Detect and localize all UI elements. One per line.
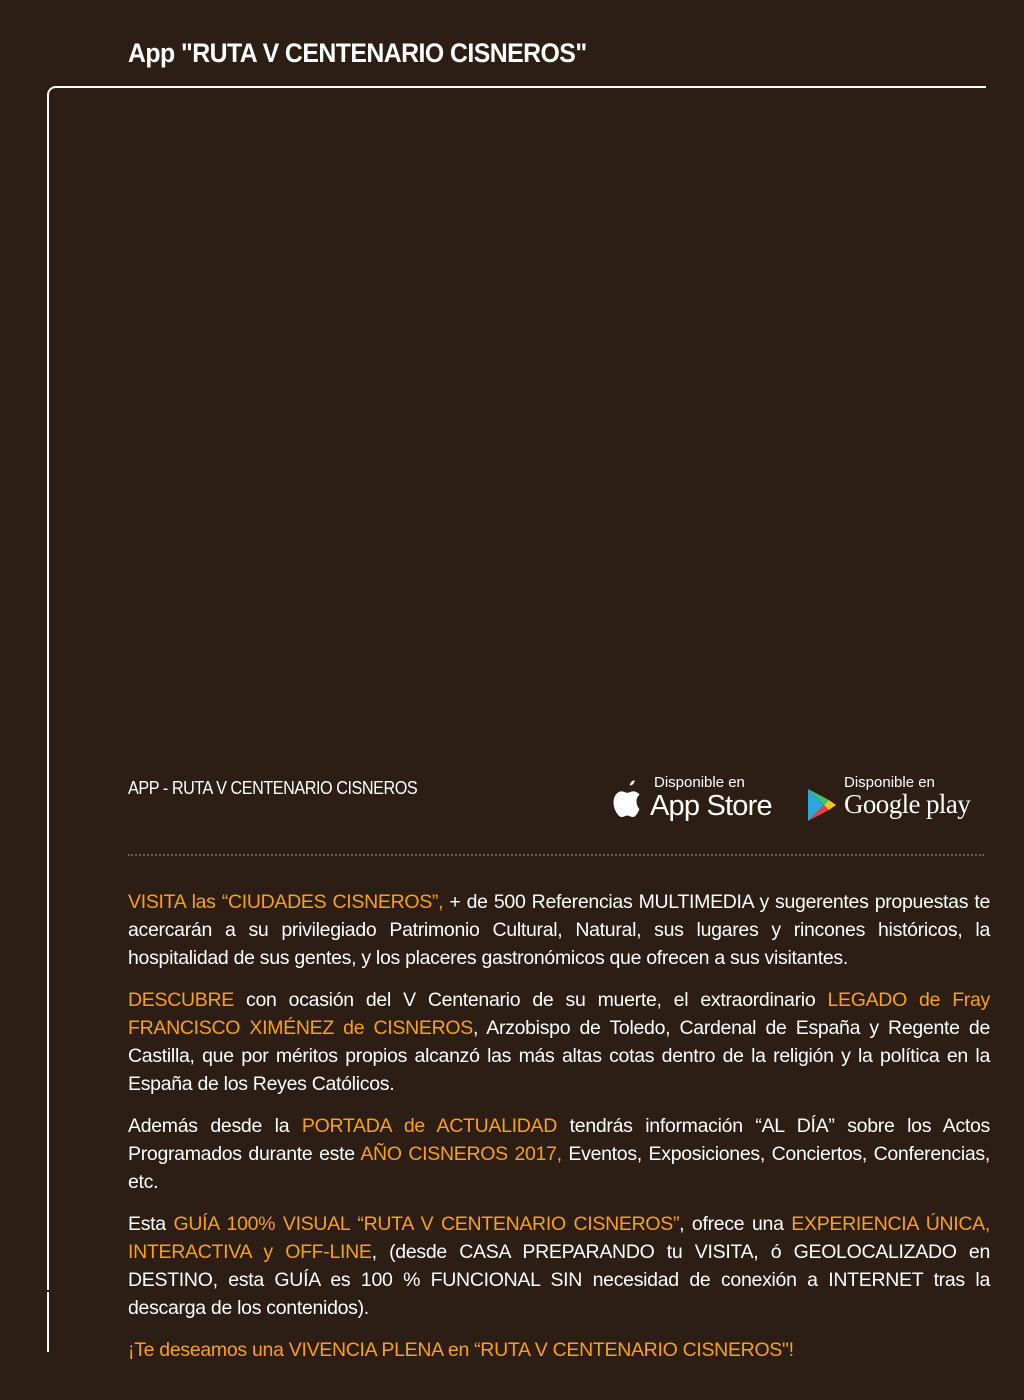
text: Eventos, Exposiciones, Conciertos, Conferencias, etc. [128, 1143, 991, 1193]
text: tendrás información “AL DÍA” sobre los Actos Programados durante este [128, 1115, 991, 1165]
app-label: APP - RUTA V CENTENARIO CISNEROS [128, 778, 418, 798]
google-play-small-label: Disponible en [844, 774, 935, 791]
text: , (desde CASA PREPARANDO tu VISITA, ó GEOLOCALIZADO en DESTINO, esta GUÍA es 100 % FUNCIONAL SIN necesidad de conexión a INTERNET tras la descarga de los contenidos). [128, 1241, 991, 1319]
paragraph-descubre [128, 986, 990, 1098]
frame-divider-mark [44, 1290, 52, 1292]
paragraph-actualidad [128, 1112, 990, 1196]
app-store-label: App Store [650, 790, 772, 822]
highlight: PORTADA de ACTUALIDAD [301, 1115, 558, 1137]
google-play-label: Google play [844, 789, 971, 819]
text: Además desde la [128, 1115, 302, 1137]
highlight: EXPERIENCIA ÚNICA, INTERACTIVA y OFF-LINE [128, 1213, 990, 1263]
highlight: VISITA las “CIUDADES CISNEROS”, [128, 891, 444, 913]
apple-icon [610, 776, 646, 820]
highlight: AÑO CISNEROS 2017, [360, 1143, 562, 1165]
media-area[interactable] [50, 89, 984, 749]
highlight: LEGADO de Fray FRANCISCO XIMÉNEZ de CISNEROS [128, 989, 991, 1039]
highlight: GUÍA 100% VISUAL “RUTA V CENTENARIO CISNEROS” [173, 1213, 680, 1235]
google-play-icon [806, 788, 838, 822]
closing-message: ¡Te deseamos una VIVENCIA PLENA en “RUTA V CENTENARIO CISNEROS"! [128, 1339, 794, 1361]
text: , Arzobispo de Toledo, Cardenal de España y Regente de Castilla, que por méritos propios alcanzó las más altas cotas dentro de la religión y la política en la España de los Reyes Católicos. [128, 1017, 990, 1095]
description [128, 888, 990, 1378]
app-store-small-label: Disponible en [654, 774, 745, 791]
paragraph-visita [128, 888, 990, 972]
text: + de 500 Referencias MULTIMEDIA y sugerentes propuestas te acercarán a su privilegiado Patrimonio Cultural, Natural, sus lugares y rincones históricos, la hospitalidad de sus gentes, y los placeres gastronómicos que ofrecen a sus visitantes. [128, 891, 990, 969]
page-title: App "RUTA V CENTENARIO CISNEROS" [128, 38, 587, 68]
app-store-badge[interactable] [608, 772, 784, 828]
text: , ofrece una [679, 1213, 792, 1235]
highlight: DESCUBRE [128, 989, 234, 1011]
text: con ocasión del V Centenario de su muerte, el extraordinario [233, 989, 828, 1011]
google-play-badge[interactable] [806, 772, 988, 828]
dotted-divider [128, 854, 984, 856]
text: Esta [128, 1213, 174, 1235]
paragraph-guia [128, 1210, 990, 1322]
